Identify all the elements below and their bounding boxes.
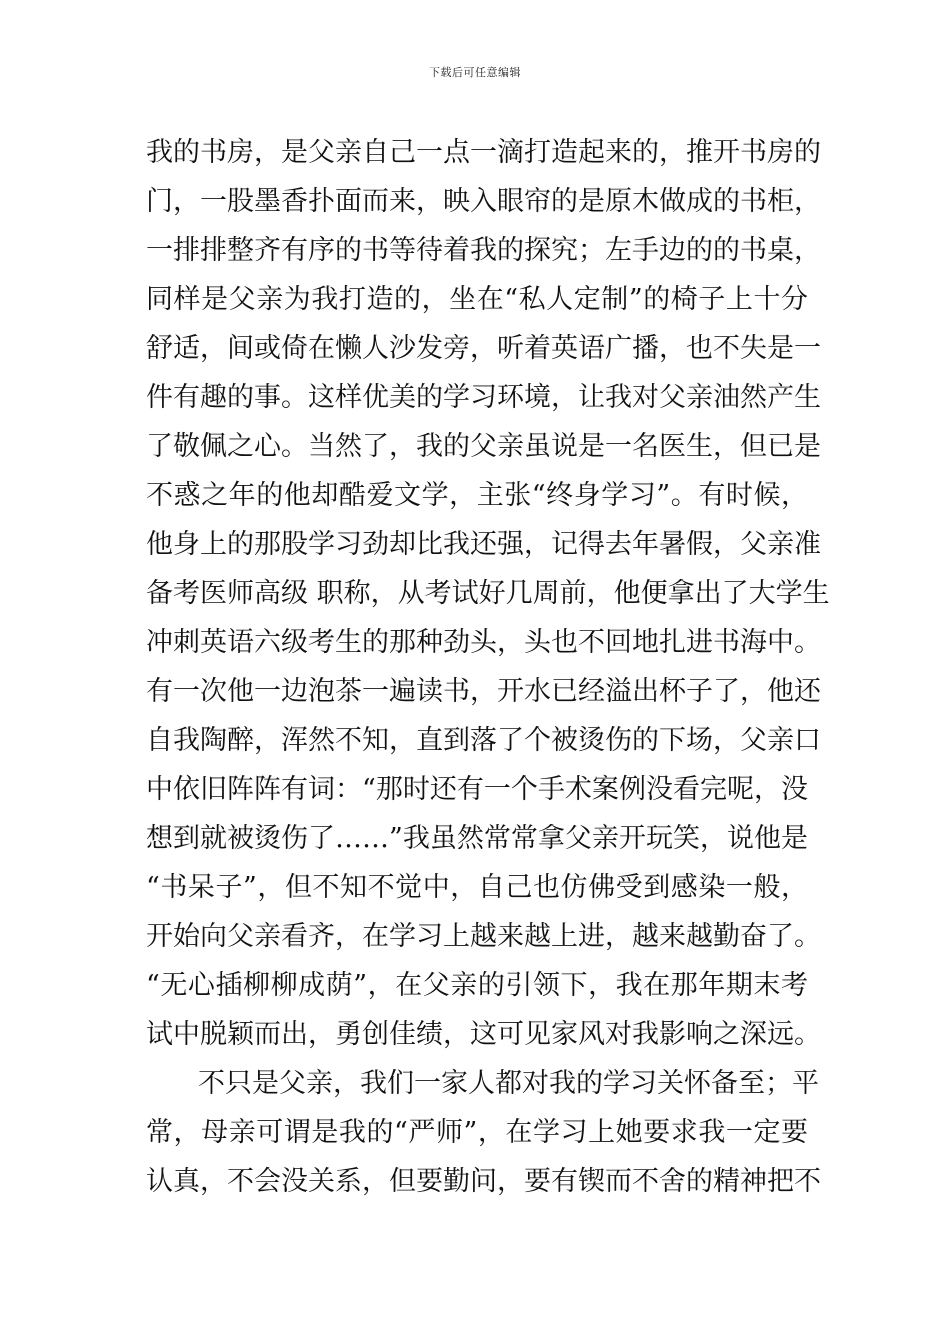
paragraph-line: 一排排整齐有序的书等待着我的探究；左手边的的书桌， [146,235,821,266]
paragraph-line: 中依旧阵阵有词：“那时还有一个手术案例没看完呢，没 [146,774,808,805]
paragraph-line: 同样是父亲为我打造的，坐在“私人定制”的椅子上十分 [146,284,808,315]
paragraph-line: 了敬佩之心。当然了，我的父亲虽说是一名医生，但已是 [146,431,821,462]
paragraph-line: 备考医师高级 职称，从考试好几周前，他便拿出了大学生 [146,578,830,609]
paragraph-line: 他身上的那股学习劲却比我还强，记得去年暑假，父亲准 [146,529,821,560]
paragraph-line: 常，母亲可谓是我的“严师”，在学习上她要求我一定要 [146,1117,808,1148]
paragraph-line: 不惑之年的他却酷爱文学，主张“终身学习”。有时候， [146,480,808,511]
paragraph-line: “无心插柳柳成荫”，在父亲的引领下，我在那年期末考 [146,970,808,1001]
paragraph-line: 认真，不会没关系，但要勤问，要有锲而不舍的精神把不 [146,1166,821,1197]
paragraph-line: 试中脱颖而出，勇创佳绩，这可见家风对我影响之深远。 [146,1019,821,1050]
paragraph-line: 件有趣的事。这样优美的学习环境，让我对父亲油然产生 [146,382,821,413]
paragraph-line: 舒适，间或倚在懒人沙发旁，听着英语广播，也不失是一 [146,333,821,364]
paragraph-line: 有一次他一边泡茶一遍读书，开水已经溢出杯子了，他还 [146,676,821,707]
body-text [146,128,830,1206]
paragraph-line: 门，一股墨香扑面而来，映入眼帘的是原木做成的书柜， [146,186,821,217]
paragraph-line: 开始向父亲看齐，在学习上越来越上进，越来越勤奋了。 [146,921,821,952]
paragraph-line: 不只是父亲，我们一家人都对我的学习关怀备至；平 [198,1068,819,1099]
paragraph-line: 想到就被烫伤了……”我虽然常常拿父亲开玩笑，说他是 [146,823,808,854]
page-header: 下载后可任意编辑 [429,66,521,79]
paragraph-line: 我的书房，是父亲自己一点一滴打造起来的，推开书房的 [146,137,821,168]
paragraph-line: 冲刺英语六级考生的那种劲头，头也不回地扎进书海中。 [146,627,821,658]
paragraph-line: “书呆子”，但不知不觉中，自己也仿佛受到感染一般， [146,872,808,903]
paragraph-line: 自我陶醉，浑然不知，直到落了个被烫伤的下场，父亲口 [146,725,821,756]
